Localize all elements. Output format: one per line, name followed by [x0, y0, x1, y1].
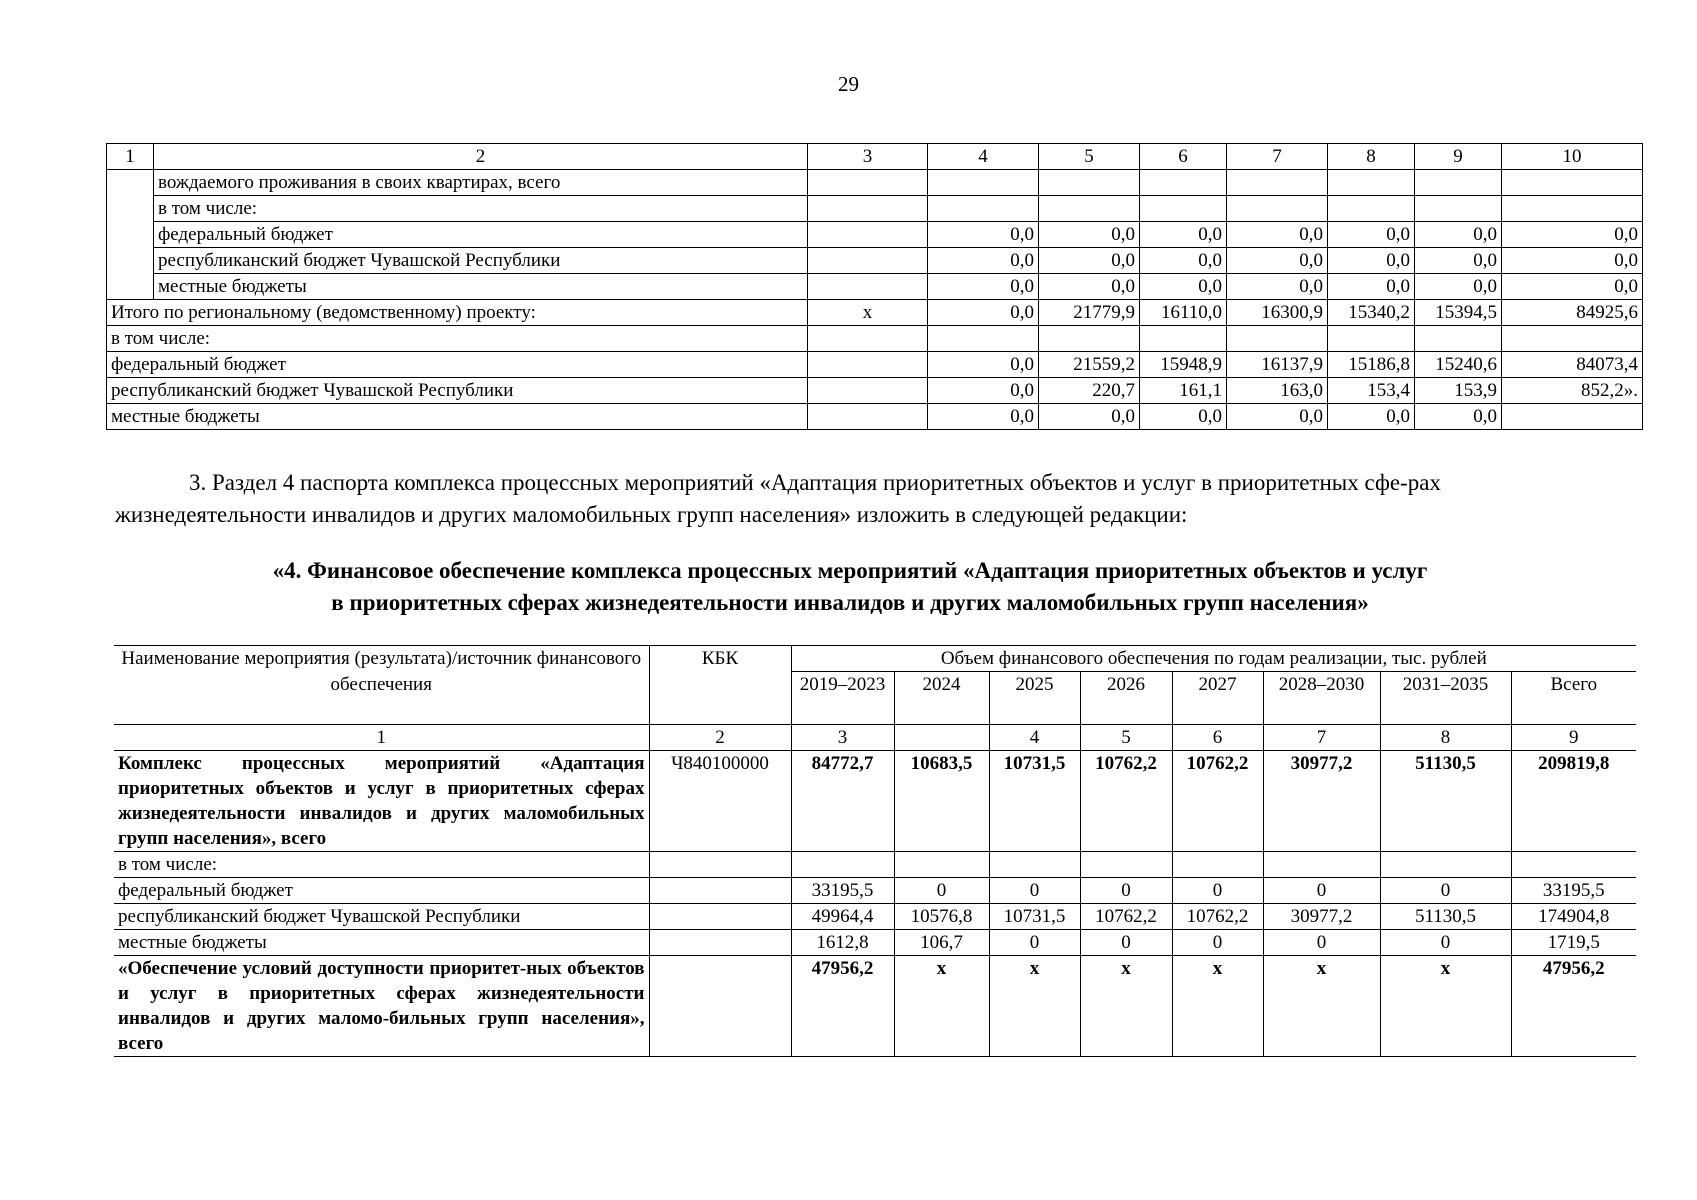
table1-kbk-cell — [808, 352, 928, 378]
table2-value-cell — [1511, 852, 1636, 878]
table1-value-cell: 0,0 — [928, 352, 1039, 378]
table1-total-label: Итого по региональному (ведомственному) проекту: — [107, 300, 808, 326]
table1-value-cell: 0,0 — [1227, 222, 1328, 248]
table1-value-cell: 0,0 — [1227, 248, 1328, 274]
table2-value-cell: 33195,5 — [1511, 878, 1636, 904]
table1-value-cell: 0,0 — [1415, 404, 1502, 430]
table2-label-cell: местные бюджеты — [114, 930, 649, 956]
table2-label-cell: федеральный бюджет — [114, 878, 649, 904]
table1-index-cell — [107, 196, 154, 222]
table1-label-cell: вождаемого проживания в своих квартирах, всего — [154, 170, 808, 196]
table1-kbk-cell — [808, 196, 928, 222]
table1-kbk-cell — [808, 248, 928, 274]
table1-header-cell: 6 — [1140, 144, 1227, 170]
table1-kbk-cell — [808, 378, 928, 404]
table2-value-cell: 49964,4 — [791, 904, 894, 930]
table1-value-cell: 0,0 — [928, 300, 1039, 326]
table1-value-cell — [1140, 196, 1227, 222]
table1-value-cell: 0,0 — [1328, 404, 1415, 430]
table2-value-cell: 106,7 — [894, 930, 989, 956]
table1-value-cell: 0,0 — [928, 274, 1039, 300]
table2-number-cell: 8 — [1380, 725, 1511, 751]
table1-total-label: республиканский бюджет Чувашской Республики — [107, 378, 808, 404]
table1-value-cell — [1227, 326, 1328, 352]
table2-value-cell — [1080, 852, 1172, 878]
table1-value-cell: 16300,9 — [1227, 300, 1328, 326]
table1-value-cell: 0,0 — [1328, 274, 1415, 300]
table1-value-cell: 84073,4 — [1502, 352, 1643, 378]
table1-label-cell: федеральный бюджет — [154, 222, 808, 248]
table1-index-cell — [107, 274, 154, 300]
body-paragraph: 3. Раздел 4 паспорта комплекса процессных мероприятий «Адаптация приоритетных объектов и услуг в приоритетных сфе-рах жизнедеятельности инвалидов и других маломобильных групп населения» изложить в следующей редакции: — [115, 470, 1441, 527]
table1-header-cell: 3 — [808, 144, 928, 170]
table2-value-cell: 10731,5 — [989, 904, 1080, 930]
table1-value-cell — [1140, 170, 1227, 196]
table-row — [114, 878, 1636, 904]
table2-value-cell — [989, 852, 1080, 878]
table1-value-cell: 21779,9 — [1039, 300, 1140, 326]
table1-header-cell: 2 — [154, 144, 808, 170]
table-row — [114, 956, 1636, 1057]
table2-value-cell — [894, 852, 989, 878]
table1-value-cell: 15394,5 — [1415, 300, 1502, 326]
table2-value-cell: 51130,5 — [1380, 751, 1511, 852]
table1-value-cell: 0,0 — [928, 378, 1039, 404]
table1-value-cell: 0,0 — [1502, 248, 1643, 274]
table2-value-cell: x — [989, 956, 1080, 1057]
table1-value-cell: 0,0 — [1140, 274, 1227, 300]
table2-kbk-cell — [649, 956, 791, 1057]
table2-value-cell: 0 — [989, 930, 1080, 956]
table2-year-header: 2024 — [894, 672, 989, 725]
financing-table — [114, 645, 1636, 1057]
table2-header-row — [114, 646, 1636, 672]
table1-value-cell — [1502, 404, 1643, 430]
table2-number-cell: 9 — [1511, 725, 1636, 751]
table2-value-cell: 209819,8 — [1511, 751, 1636, 852]
table2-value-cell: 0 — [989, 878, 1080, 904]
table2-value-cell: 47956,2 — [791, 956, 894, 1057]
table1-total-label: в том числе: — [107, 326, 808, 352]
table2-value-cell: 84772,7 — [791, 751, 894, 852]
table2-kbk-cell — [649, 904, 791, 930]
table1-header-cell: 9 — [1415, 144, 1502, 170]
table2-value-cell: 30977,2 — [1263, 904, 1380, 930]
table1-value-cell: 0,0 — [1140, 404, 1227, 430]
table2-kbk-header: КБК — [649, 646, 791, 725]
table2-number-cell: 1 — [114, 725, 649, 751]
table2-label-cell: республиканский бюджет Чувашской Республики — [114, 904, 649, 930]
table1-value-cell — [928, 326, 1039, 352]
table1-value-cell: 0,0 — [928, 404, 1039, 430]
table2-value-cell: 33195,5 — [791, 878, 894, 904]
table2-value-cell: 0 — [1380, 878, 1511, 904]
section-heading — [120, 555, 1580, 619]
table2-name-header: Наименование мероприятия (результата)/источник финансового обеспечения — [114, 646, 649, 725]
table2-value-cell — [1263, 852, 1380, 878]
table-row — [107, 352, 1643, 378]
table2-number-cell: 5 — [1080, 725, 1172, 751]
table1-value-cell — [1328, 326, 1415, 352]
table-row — [107, 300, 1643, 326]
table2-label-cell: «Обеспечение условий доступности приоритет-ных объектов и услуг в приоритетных сферах жизнедеятельности инвалидов и других маломо-бильных групп населения», всего — [114, 956, 649, 1057]
table1-value-cell: 0,0 — [1039, 222, 1140, 248]
table1-value-cell: 84925,6 — [1502, 300, 1643, 326]
table1-value-cell: 0,0 — [1328, 222, 1415, 248]
table-row — [107, 326, 1643, 352]
table1-header-row — [107, 144, 1643, 170]
table-row — [107, 274, 1643, 300]
table1-value-cell: 163,0 — [1227, 378, 1328, 404]
table2-value-cell: x — [1172, 956, 1263, 1057]
table1-value-cell — [1039, 170, 1140, 196]
table2-value-cell: 0 — [1080, 930, 1172, 956]
table2-value-cell — [1380, 852, 1511, 878]
table1-value-cell: 852,2». — [1502, 378, 1643, 404]
table1-value-cell: 161,1 — [1140, 378, 1227, 404]
table1-value-cell: 0,0 — [1140, 222, 1227, 248]
table1-value-cell: 16137,9 — [1227, 352, 1328, 378]
table1-value-cell: 0,0 — [1227, 404, 1328, 430]
table1-value-cell — [1415, 170, 1502, 196]
table1-value-cell — [1227, 170, 1328, 196]
table2-year-header: 2027 — [1172, 672, 1263, 725]
table1-value-cell: 0,0 — [1039, 248, 1140, 274]
table2-value-cell: 51130,5 — [1380, 904, 1511, 930]
table2-value-cell: 30977,2 — [1263, 751, 1380, 852]
table2-label-cell: в том числе: — [114, 852, 649, 878]
table2-value-cell: 10762,2 — [1080, 751, 1172, 852]
table-row — [114, 852, 1636, 878]
table1-header-cell: 1 — [107, 144, 154, 170]
table-row — [107, 248, 1643, 274]
table2-value-cell: 1719,5 — [1511, 930, 1636, 956]
table1-value-cell: 153,9 — [1415, 378, 1502, 404]
table2-value-cell — [1172, 852, 1263, 878]
table1-value-cell: 0,0 — [1227, 274, 1328, 300]
table1-index-cell — [107, 222, 154, 248]
table2-value-cell: 10762,2 — [1172, 751, 1263, 852]
table2-kbk-cell: Ч840100000 — [649, 751, 791, 852]
table1-label-cell: в том числе: — [154, 196, 808, 222]
table2-value-cell: 10762,2 — [1172, 904, 1263, 930]
table1-value-cell — [1039, 326, 1140, 352]
table1-value-cell — [1415, 196, 1502, 222]
table-row — [107, 404, 1643, 430]
table1-index-cell — [107, 170, 154, 196]
table2-number-cell: 7 — [1263, 725, 1380, 751]
table2-value-cell: 10683,5 — [894, 751, 989, 852]
table1-value-cell — [1502, 326, 1643, 352]
table1-value-cell: 0,0 — [1502, 222, 1643, 248]
table1-value-cell: 153,4 — [1328, 378, 1415, 404]
section-heading-line: «4. Финансовое обеспечение комплекса процессных мероприятий «Адаптация приоритетных объектов и услуг — [272, 558, 1428, 583]
table1-value-cell: 0,0 — [1140, 248, 1227, 274]
table2-value-cell: 0 — [894, 878, 989, 904]
table1-header-cell: 4 — [928, 144, 1039, 170]
table2-year-header: Всего — [1511, 672, 1636, 725]
table2-value-cell: 10576,8 — [894, 904, 989, 930]
table-row — [107, 196, 1643, 222]
table2-value-cell — [791, 852, 894, 878]
table2-value-cell: 0 — [1172, 878, 1263, 904]
table1-kbk-cell — [808, 274, 928, 300]
table2-year-header: 2031–2035 — [1380, 672, 1511, 725]
table-row — [107, 170, 1643, 196]
table1-value-cell: 220,7 — [1039, 378, 1140, 404]
section-heading-line: в приоритетных сферах жизнедеятельности инвалидов и других маломобильных групп населения» — [331, 590, 1369, 615]
table1-value-cell: 0,0 — [1415, 274, 1502, 300]
table2-number-cell: 2 — [649, 725, 791, 751]
table1-value-cell: 0,0 — [1039, 274, 1140, 300]
table2-value-cell: x — [894, 956, 989, 1057]
table1-value-cell — [1328, 196, 1415, 222]
table-row — [114, 930, 1636, 956]
table2-value-cell: 10731,5 — [989, 751, 1080, 852]
page-number: 29 — [838, 72, 859, 96]
table2-number-cell: 6 — [1172, 725, 1263, 751]
table2-kbk-cell — [649, 878, 791, 904]
table1-value-cell: 0,0 — [1415, 248, 1502, 274]
table1-kbk-cell — [808, 326, 928, 352]
table2-kbk-cell — [649, 852, 791, 878]
table2-value-cell: 0 — [1080, 878, 1172, 904]
table1-value-cell — [928, 196, 1039, 222]
table1-total-label: местные бюджеты — [107, 404, 808, 430]
table1-label-cell: местные бюджеты — [154, 274, 808, 300]
table2-value-cell: 10762,2 — [1080, 904, 1172, 930]
table1-value-cell — [1140, 326, 1227, 352]
table2-value-cell: x — [1380, 956, 1511, 1057]
table1-value-cell — [1415, 326, 1502, 352]
table1-label-cell: республиканский бюджет Чувашской Республики — [154, 248, 808, 274]
table1-value-cell: 0,0 — [1039, 404, 1140, 430]
table2-value-cell: 0 — [1263, 878, 1380, 904]
table1-value-cell — [1502, 196, 1643, 222]
table1-value-cell: 0,0 — [928, 222, 1039, 248]
table2-value-cell: 0 — [1380, 930, 1511, 956]
table1-total-label: федеральный бюджет — [107, 352, 808, 378]
table1-header-cell: 7 — [1227, 144, 1328, 170]
regional-project-table — [106, 143, 1643, 430]
table1-value-cell: 0,0 — [1328, 248, 1415, 274]
table1-value-cell: 21559,2 — [1039, 352, 1140, 378]
table1-kbk-cell — [808, 222, 928, 248]
table1-value-cell: 15240,6 — [1415, 352, 1502, 378]
table2-value-cell: x — [1080, 956, 1172, 1057]
table1-value-cell — [1328, 170, 1415, 196]
table1-header-cell: 5 — [1039, 144, 1140, 170]
table2-kbk-cell — [649, 930, 791, 956]
table1-value-cell: 15948,9 — [1140, 352, 1227, 378]
table2-number-cell: 3 — [791, 725, 894, 751]
table1-value-cell: 0,0 — [1415, 222, 1502, 248]
table1-value-cell: 0,0 — [1502, 274, 1643, 300]
table2-value-cell: 0 — [1263, 930, 1380, 956]
table1-value-cell: 15340,2 — [1328, 300, 1415, 326]
table-row — [114, 904, 1636, 930]
table1-value-cell — [1227, 196, 1328, 222]
table2-volume-header: Объем финансового обеспечения по годам реализации, тыс. рублей — [791, 646, 1636, 672]
table1-header-cell: 10 — [1502, 144, 1643, 170]
table1-kbk-cell: x — [808, 300, 928, 326]
table2-value-cell: 1612,8 — [791, 930, 894, 956]
table2-label-cell: Комплекс процессных мероприятий «Адаптация приоритетных объектов и услуг в приоритетных сферах жизнедеятельности инвалидов и других маломобильных групп населения», всего — [114, 751, 649, 852]
table1-value-cell — [928, 170, 1039, 196]
table2-year-header: 2025 — [989, 672, 1080, 725]
table2-value-cell: 174904,8 — [1511, 904, 1636, 930]
table2-value-cell: x — [1263, 956, 1380, 1057]
table2-numbering-row — [114, 725, 1636, 751]
table1-header-cell: 8 — [1328, 144, 1415, 170]
table1-index-cell — [107, 248, 154, 274]
table1-kbk-cell — [808, 170, 928, 196]
table2-value-cell: 0 — [1172, 930, 1263, 956]
table-row — [114, 751, 1636, 852]
table2-year-header: 2028–2030 — [1263, 672, 1380, 725]
table2-number-cell: 4 — [989, 725, 1080, 751]
table1-value-cell: 15186,8 — [1328, 352, 1415, 378]
table2-value-cell: 47956,2 — [1511, 956, 1636, 1057]
table1-value-cell — [1502, 170, 1643, 196]
table2-number-cell — [894, 725, 989, 751]
table2-year-header: 2026 — [1080, 672, 1172, 725]
table1-value-cell — [1039, 196, 1140, 222]
table2-year-header: 2019–2023 — [791, 672, 894, 725]
table1-value-cell: 0,0 — [928, 248, 1039, 274]
table1-value-cell: 16110,0 — [1140, 300, 1227, 326]
table-row — [107, 378, 1643, 404]
table-row — [107, 222, 1643, 248]
table1-kbk-cell — [808, 404, 928, 430]
